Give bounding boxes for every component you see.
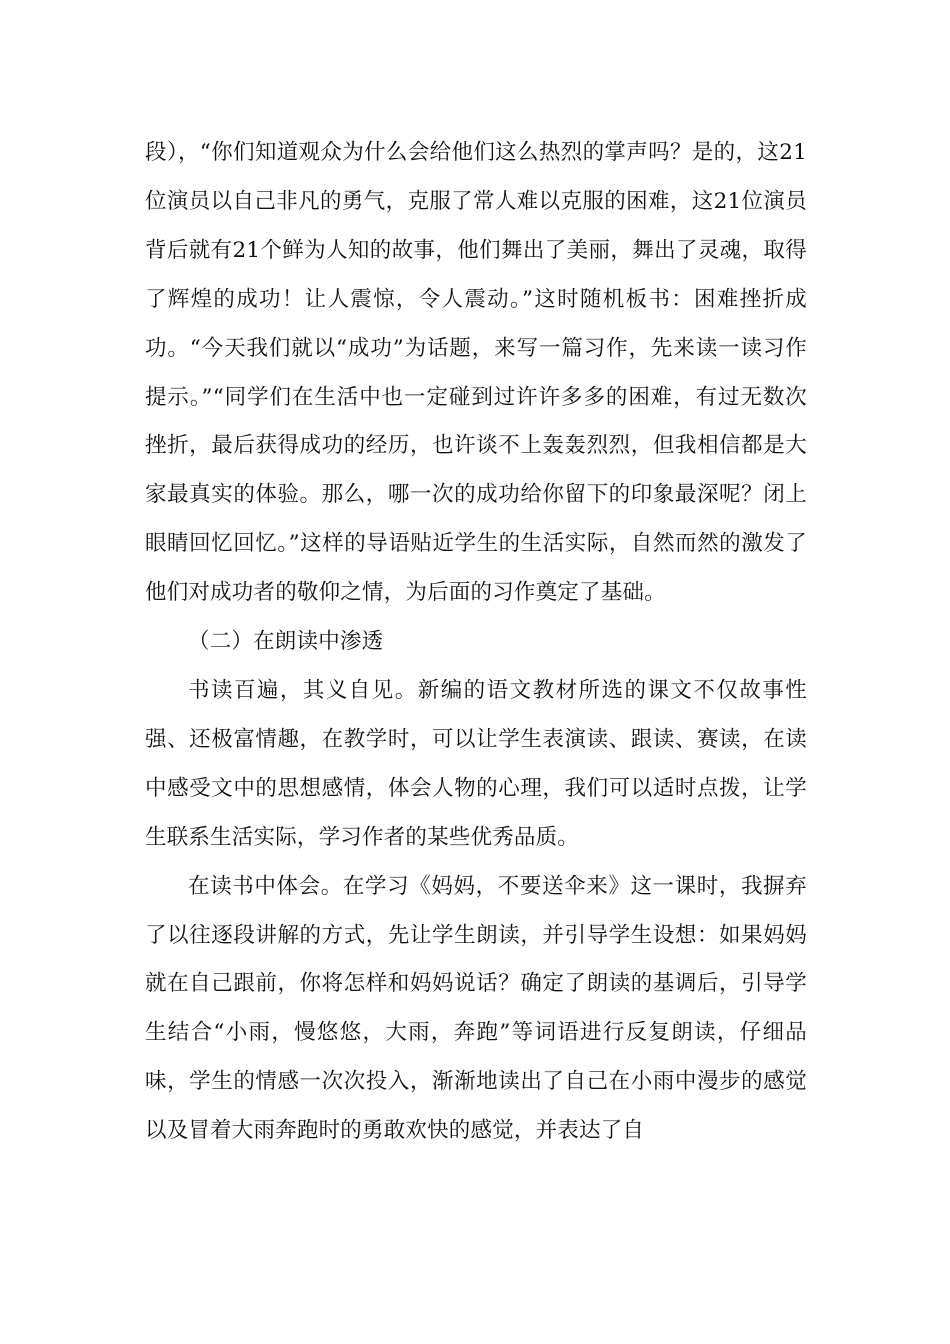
document-body [145, 129, 807, 1156]
section-heading: （二）在朗读中渗透 [188, 629, 384, 655]
paragraph: 在读书中体会。在学习《妈妈，不要送伞来》这一课时，我摒弃了以往逐段讲解的方式，先让学生朗读，并引导学生设想：如果妈妈就在自己跟前，你将怎样和妈妈说话？确定了朗读的基调后，引导学生结合“小雨，慢悠悠，大雨，奔跑”等词语进行反复朗读，仔细品味，学生的情感一次次投入，渐渐地读出了自己在小雨中漫步的感觉以及冒着大雨奔跑时的勇敢欢快的感觉，并表达了自 [145, 873, 807, 1144]
paragraph-continuation: 段），“你们知道观众为什么会给他们这么热烈的掌声吗？是的，这21位演员以自己非凡的勇气，克服了常人难以克服的困难，这21位演员背后就有21个鲜为人知的故事，他们舞出了美丽，舞出了灵魂，取得了辉煌的成功！让人震惊，令人震动。”这时随机板书：困难挫折成功。“今天我们就以“成功”为话题，来写一篇习作，先来读一读习作提示。”“同学们在生活中也一定碰到过许许多多的困难，有过无数次挫折，最后获得成功的经历，也许谈不上轰轰烈烈，但我相信都是大家最真实的体验。那么，哪一次的成功给你留下的印象最深呢？闭上眼睛回忆回忆。”这样的导语贴近学生的生活实际，自然而然的激发了他们对成功者的敬仰之情，为后面的习作奠定了基础。 [145, 140, 807, 606]
paragraph: 书读百遍，其义自见。新编的语文教材所选的课文不仅故事性强、还极富情趣，在教学时，可以让学生表演读、跟读、赛读，在读中感受文中的思想感情，体会人物的心理，我们可以适时点拨，让学生联系生活实际，学习作者的某些优秀品质。 [145, 677, 807, 850]
